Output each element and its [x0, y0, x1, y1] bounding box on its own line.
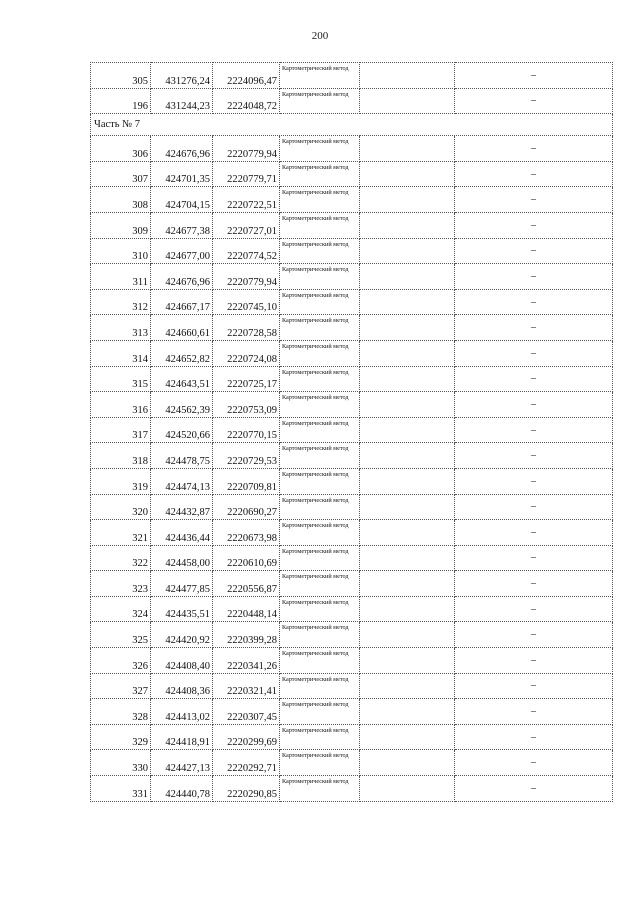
table-row	[91, 63, 613, 89]
dash-cell: –	[455, 648, 613, 674]
y-coordinate: 2220341,26	[213, 648, 280, 674]
method-cell: Картометрический метод	[280, 315, 360, 341]
section-title: Часть № 7	[91, 114, 613, 136]
y-coordinate: 2220779,71	[213, 161, 280, 187]
point-number: 308	[91, 187, 151, 213]
x-coordinate: 424660,61	[151, 315, 213, 341]
empty-cell	[360, 315, 455, 341]
dash-cell: –	[455, 289, 613, 315]
point-number: 326	[91, 648, 151, 674]
table-row	[91, 315, 613, 341]
method-cell: Картометрический метод	[280, 443, 360, 469]
method-cell: Картометрический метод	[280, 417, 360, 443]
empty-cell	[360, 392, 455, 418]
point-number: 310	[91, 238, 151, 264]
method-cell: Картометрический метод	[280, 750, 360, 776]
point-number: 307	[91, 161, 151, 187]
point-number: 313	[91, 315, 151, 341]
y-coordinate: 2220770,15	[213, 417, 280, 443]
y-coordinate: 2224048,72	[213, 88, 280, 114]
y-coordinate: 2220779,94	[213, 264, 280, 290]
point-number: 314	[91, 340, 151, 366]
table-row	[91, 724, 613, 750]
dash-cell: –	[455, 366, 613, 392]
x-coordinate: 424420,92	[151, 622, 213, 648]
empty-cell	[360, 673, 455, 699]
empty-cell	[360, 417, 455, 443]
y-coordinate: 2220448,14	[213, 596, 280, 622]
x-coordinate: 424458,00	[151, 545, 213, 571]
method-cell: Картометрический метод	[280, 340, 360, 366]
dash-cell: –	[455, 699, 613, 725]
method-cell: Картометрический метод	[280, 468, 360, 494]
point-number: 325	[91, 622, 151, 648]
method-cell: Картометрический метод	[280, 673, 360, 699]
x-coordinate: 424435,51	[151, 596, 213, 622]
empty-cell	[360, 520, 455, 546]
point-number: 330	[91, 750, 151, 776]
method-cell: Картометрический метод	[280, 212, 360, 238]
dash-cell: –	[455, 545, 613, 571]
point-number: 317	[91, 417, 151, 443]
y-coordinate: 2220745,10	[213, 289, 280, 315]
dash-cell: –	[455, 750, 613, 776]
y-coordinate: 2220290,85	[213, 776, 280, 802]
table-row	[91, 161, 613, 187]
point-number: 306	[91, 136, 151, 162]
method-cell: Картометрический метод	[280, 63, 360, 89]
point-number: 322	[91, 545, 151, 571]
method-cell: Картометрический метод	[280, 88, 360, 114]
point-number: 316	[91, 392, 151, 418]
table-row	[91, 622, 613, 648]
empty-cell	[360, 622, 455, 648]
dash-cell: –	[455, 571, 613, 597]
method-cell: Картометрический метод	[280, 289, 360, 315]
x-coordinate: 424408,40	[151, 648, 213, 674]
dash-cell: –	[455, 136, 613, 162]
x-coordinate: 424676,96	[151, 264, 213, 290]
x-coordinate: 424677,38	[151, 212, 213, 238]
table-row	[91, 571, 613, 597]
empty-cell	[360, 545, 455, 571]
point-number: 311	[91, 264, 151, 290]
empty-cell	[360, 699, 455, 725]
x-coordinate: 424676,96	[151, 136, 213, 162]
empty-cell	[360, 468, 455, 494]
x-coordinate: 424652,82	[151, 340, 213, 366]
section-row	[91, 114, 613, 136]
table-row	[91, 289, 613, 315]
section-header-group	[91, 114, 613, 136]
x-coordinate: 424562,39	[151, 392, 213, 418]
point-number: 331	[91, 776, 151, 802]
table-row	[91, 340, 613, 366]
point-number: 312	[91, 289, 151, 315]
method-cell: Картометрический метод	[280, 187, 360, 213]
x-coordinate: 424474,13	[151, 468, 213, 494]
table-row	[91, 776, 613, 802]
table-row	[91, 520, 613, 546]
method-cell: Картометрический метод	[280, 264, 360, 290]
table-row	[91, 494, 613, 520]
table-row	[91, 187, 613, 213]
point-number: 323	[91, 571, 151, 597]
x-coordinate: 424677,00	[151, 238, 213, 264]
y-coordinate: 2220753,09	[213, 392, 280, 418]
x-coordinate: 424408,36	[151, 673, 213, 699]
point-number: 319	[91, 468, 151, 494]
x-coordinate: 431276,24	[151, 63, 213, 89]
method-cell: Картометрический метод	[280, 520, 360, 546]
table-row	[91, 136, 613, 162]
method-cell: Картометрический метод	[280, 545, 360, 571]
table-row	[91, 88, 613, 114]
page-number: 200	[311, 30, 329, 42]
y-coordinate: 2220724,08	[213, 340, 280, 366]
dash-cell: –	[455, 520, 613, 546]
point-number: 329	[91, 724, 151, 750]
x-coordinate: 431244,23	[151, 88, 213, 114]
dash-cell: –	[455, 238, 613, 264]
table-row	[91, 673, 613, 699]
empty-cell	[360, 340, 455, 366]
dash-cell: –	[455, 596, 613, 622]
point-number: 309	[91, 212, 151, 238]
empty-cell	[360, 161, 455, 187]
point-number: 305	[91, 63, 151, 89]
empty-cell	[360, 724, 455, 750]
coordinates-table	[90, 62, 613, 802]
x-coordinate: 424667,17	[151, 289, 213, 315]
dash-cell: –	[455, 187, 613, 213]
y-coordinate: 2220307,45	[213, 699, 280, 725]
x-coordinate: 424704,15	[151, 187, 213, 213]
table-row	[91, 443, 613, 469]
point-number: 196	[91, 88, 151, 114]
dash-cell: –	[455, 673, 613, 699]
empty-cell	[360, 571, 455, 597]
table-row	[91, 392, 613, 418]
dash-cell: –	[455, 392, 613, 418]
table-body-top	[91, 63, 613, 114]
y-coordinate: 2220399,28	[213, 622, 280, 648]
y-coordinate: 2220774,52	[213, 238, 280, 264]
method-cell: Картометрический метод	[280, 494, 360, 520]
method-cell: Картометрический метод	[280, 596, 360, 622]
x-coordinate: 424520,66	[151, 417, 213, 443]
dash-cell: –	[455, 212, 613, 238]
x-coordinate: 424427,13	[151, 750, 213, 776]
method-cell: Картометрический метод	[280, 724, 360, 750]
table-row	[91, 648, 613, 674]
table-row	[91, 366, 613, 392]
y-coordinate: 2220779,94	[213, 136, 280, 162]
y-coordinate: 2220727,01	[213, 212, 280, 238]
table-row	[91, 699, 613, 725]
y-coordinate: 2220690,27	[213, 494, 280, 520]
point-number: 315	[91, 366, 151, 392]
dash-cell: –	[455, 63, 613, 89]
empty-cell	[360, 443, 455, 469]
empty-cell	[360, 63, 455, 89]
dash-cell: –	[455, 443, 613, 469]
table-row	[91, 238, 613, 264]
y-coordinate: 2220722,51	[213, 187, 280, 213]
y-coordinate: 2220556,87	[213, 571, 280, 597]
empty-cell	[360, 264, 455, 290]
point-number: 320	[91, 494, 151, 520]
method-cell: Картометрический метод	[280, 392, 360, 418]
empty-cell	[360, 212, 455, 238]
point-number: 321	[91, 520, 151, 546]
dash-cell: –	[455, 494, 613, 520]
dash-cell: –	[455, 776, 613, 802]
table-row	[91, 212, 613, 238]
x-coordinate: 424436,44	[151, 520, 213, 546]
method-cell: Картометрический метод	[280, 699, 360, 725]
dash-cell: –	[455, 417, 613, 443]
empty-cell	[360, 596, 455, 622]
empty-cell	[360, 366, 455, 392]
x-coordinate: 424440,78	[151, 776, 213, 802]
dash-cell: –	[455, 622, 613, 648]
empty-cell	[360, 238, 455, 264]
empty-cell	[360, 136, 455, 162]
empty-cell	[360, 88, 455, 114]
point-number: 328	[91, 699, 151, 725]
x-coordinate: 424432,87	[151, 494, 213, 520]
empty-cell	[360, 494, 455, 520]
dash-cell: –	[455, 315, 613, 341]
point-number: 327	[91, 673, 151, 699]
x-coordinate: 424643,51	[151, 366, 213, 392]
y-coordinate: 2220321,41	[213, 673, 280, 699]
point-number: 318	[91, 443, 151, 469]
method-cell: Картометрический метод	[280, 238, 360, 264]
empty-cell	[360, 648, 455, 674]
y-coordinate: 2220725,17	[213, 366, 280, 392]
table-row	[91, 596, 613, 622]
dash-cell: –	[455, 88, 613, 114]
dash-cell: –	[455, 161, 613, 187]
y-coordinate: 2220299,69	[213, 724, 280, 750]
x-coordinate: 424478,75	[151, 443, 213, 469]
method-cell: Картометрический метод	[280, 622, 360, 648]
x-coordinate: 424418,91	[151, 724, 213, 750]
y-coordinate: 2220729,53	[213, 443, 280, 469]
empty-cell	[360, 776, 455, 802]
y-coordinate: 2220709,81	[213, 468, 280, 494]
point-number: 324	[91, 596, 151, 622]
method-cell: Картометрический метод	[280, 161, 360, 187]
table-row	[91, 750, 613, 776]
table-body-main	[91, 136, 613, 801]
y-coordinate: 2220673,98	[213, 520, 280, 546]
empty-cell	[360, 289, 455, 315]
y-coordinate: 2220610,69	[213, 545, 280, 571]
method-cell: Картометрический метод	[280, 776, 360, 802]
dash-cell: –	[455, 340, 613, 366]
table-row	[91, 264, 613, 290]
method-cell: Картометрический метод	[280, 136, 360, 162]
table-row	[91, 545, 613, 571]
y-coordinate: 2220728,58	[213, 315, 280, 341]
method-cell: Картометрический метод	[280, 571, 360, 597]
y-coordinate: 2220292,71	[213, 750, 280, 776]
empty-cell	[360, 187, 455, 213]
x-coordinate: 424477,85	[151, 571, 213, 597]
dash-cell: –	[455, 264, 613, 290]
table-row	[91, 468, 613, 494]
y-coordinate: 2224096,47	[213, 63, 280, 89]
method-cell: Картометрический метод	[280, 366, 360, 392]
dash-cell: –	[455, 468, 613, 494]
dash-cell: –	[455, 724, 613, 750]
table-row	[91, 417, 613, 443]
x-coordinate: 424701,35	[151, 161, 213, 187]
empty-cell	[360, 750, 455, 776]
method-cell: Картометрический метод	[280, 648, 360, 674]
x-coordinate: 424413,02	[151, 699, 213, 725]
